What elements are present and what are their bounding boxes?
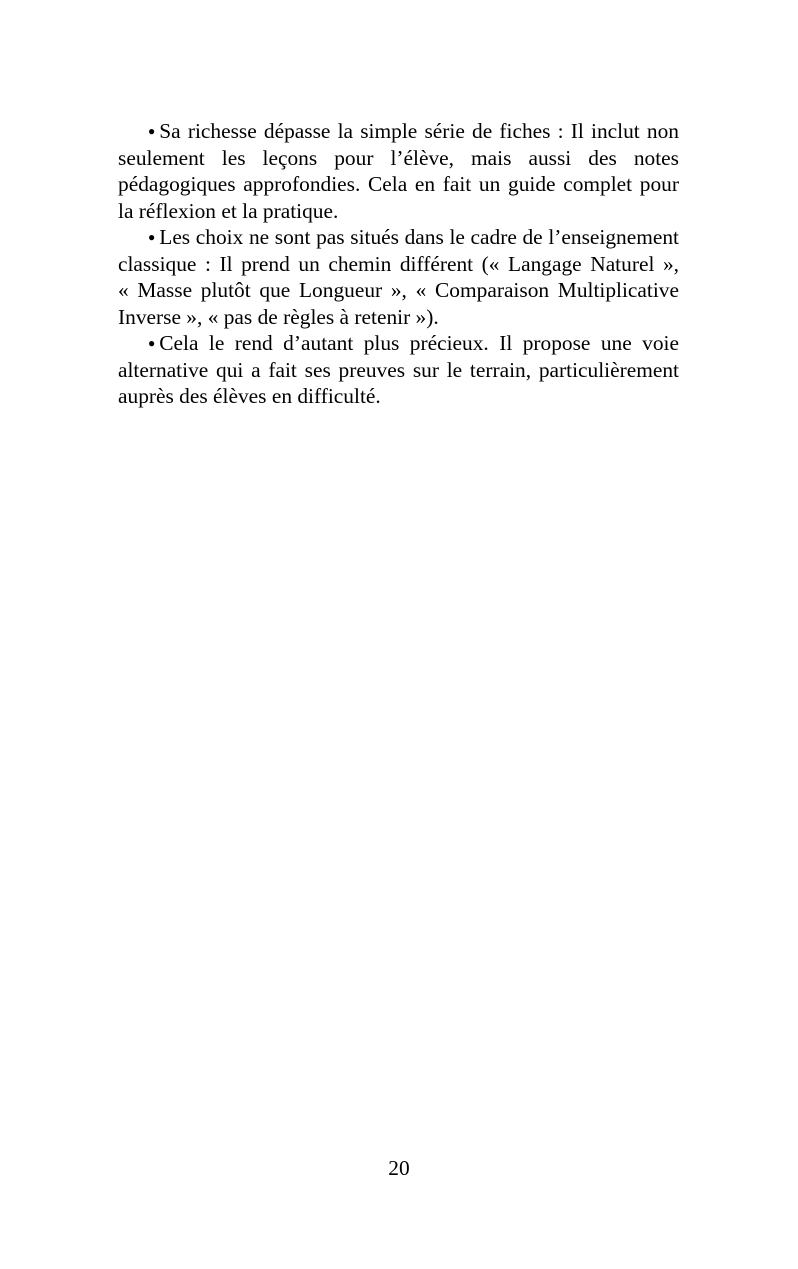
bullet-paragraph-3 — [118, 330, 679, 410]
bullet-paragraph-2 — [118, 224, 679, 330]
bullet-icon: ● — [148, 124, 156, 138]
paragraph-text-3: Cela le rend d’autant plus précieux. Il propose une voie alternative qui a fait ses preuves sur le terrain, particulièrement auprès des élèves en difficulté. — [118, 331, 679, 408]
paragraph-text-2: Les choix ne sont pas situés dans le cadre de l’enseignement classique : Il prend un chemin différent (« Langage Naturel », « Masse plutôt que Longueur », « Comparaison Multiplicative Inverse », « pas de règles à retenir »). — [118, 225, 679, 329]
page-number: 20 — [388, 1156, 410, 1180]
bullet-paragraph-1 — [118, 118, 679, 224]
paragraph-text-1: Sa richesse dépasse la simple série de fiches : Il inclut non seulement les leçons pour l’élève, mais aussi des notes pédagogiques approfondies. Cela en fait un guide complet pour la réflexion et la pratique. — [118, 119, 679, 223]
bullet-icon: ● — [148, 230, 156, 244]
bullet-icon: ● — [148, 336, 156, 350]
page-body — [118, 118, 679, 410]
